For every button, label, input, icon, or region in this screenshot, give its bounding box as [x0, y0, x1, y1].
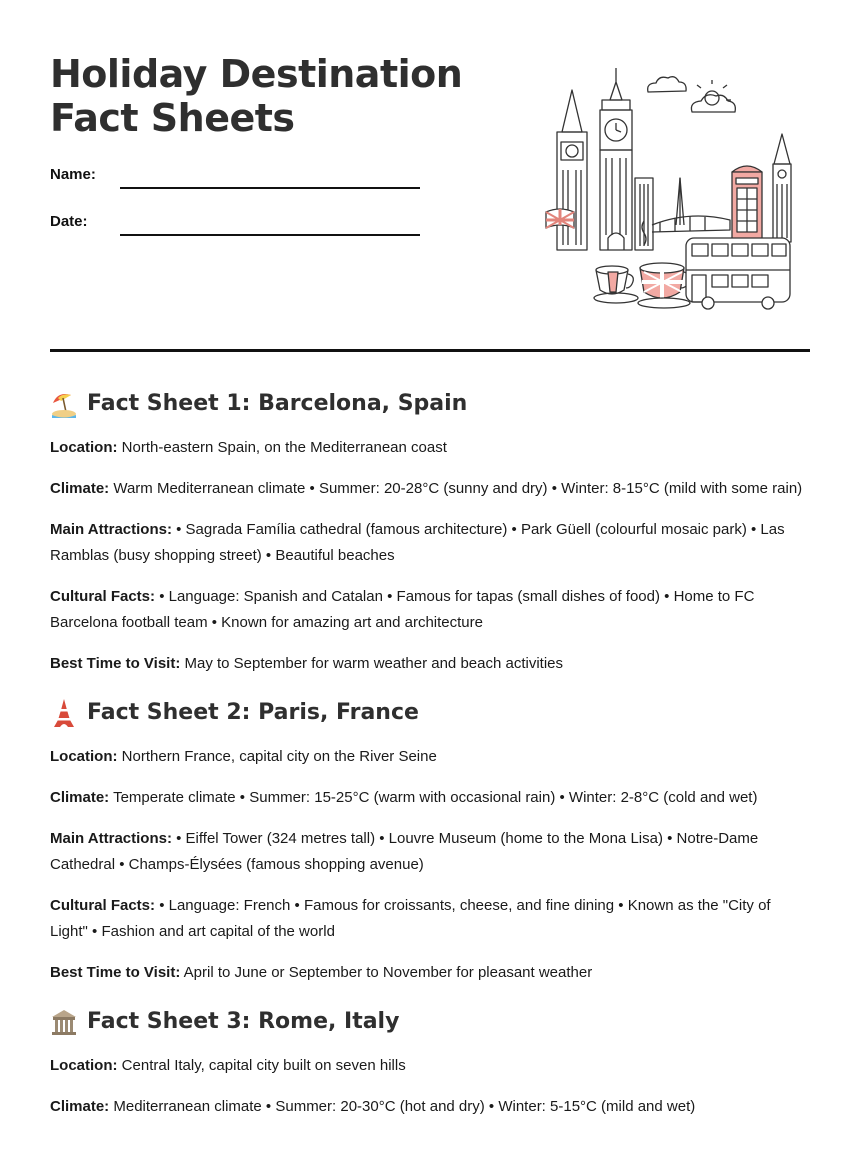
- fact-climate: Climate: Warm Mediterranean climate • Summer: 20-28°C (sunny and dry) • Winter: 8-15°C (mild with some rain): [50, 480, 803, 497]
- name-field[interactable]: [120, 187, 420, 189]
- fact-sheet-rome: [50, 1005, 812, 1120]
- sheet-heading: [50, 387, 812, 421]
- fact-sheet-barcelona: [50, 387, 812, 677]
- fact-sheet-paris: [50, 696, 812, 986]
- fact-main-attractions: Main Attractions: • Eiffel Tower (324 metres tall) • Louvre Museum (home to the Mona Lisa) • Notre-Dame Cathedral • Champs-Élysées (famous shopping avenue): [50, 830, 759, 873]
- sheet-heading: [50, 1005, 812, 1039]
- fact-cultural-facts: Cultural Facts: • Language: French • Famous for croissants, cheese, and fine dining • Known as the "City of Light" • Fashion and art capital of the world: [50, 897, 771, 940]
- fact-best-time: Best Time to Visit: April to June or September to November for pleasant weather: [50, 964, 593, 981]
- fact-climate: Climate: Temperate climate • Summer: 15-25°C (warm with occasional rain) • Winter: 2-8°C (cold and wet): [50, 789, 758, 806]
- fact-cultural-facts: Cultural Facts: • Language: Spanish and Catalan • Famous for tapas (small dishes of food) • Home to FC Barcelona football team • Known for amazing art and architecture: [50, 588, 755, 631]
- london-landmarks-illustration: [540, 60, 800, 315]
- classical-building-icon: [50, 1007, 78, 1037]
- fact-location: Location: Northern France, capital city on the River Seine: [50, 748, 437, 765]
- page-title: [50, 52, 462, 140]
- tower-icon: [50, 698, 78, 728]
- fact-sheets: [50, 387, 812, 1135]
- fact-location: Location: North-eastern Spain, on the Mediterranean coast: [50, 439, 447, 456]
- fact-main-attractions: Main Attractions: • Sagrada Família cathedral (famous architecture) • Park Güell (colourful mosaic park) • Las Ramblas (busy shopping street) • Beautiful beaches: [50, 521, 785, 564]
- header-divider: [50, 349, 810, 352]
- fact-climate: Climate: Mediterranean climate • Summer: 20-30°C (hot and dry) • Winter: 5-15°C (mild and wet): [50, 1098, 696, 1115]
- date-label: Date:: [50, 213, 88, 230]
- sheet-title: Fact Sheet 2: Paris, France: [87, 700, 419, 725]
- sheet-title: Fact Sheet 1: Barcelona, Spain: [87, 391, 468, 416]
- date-field[interactable]: [120, 234, 420, 236]
- beach-umbrella-icon: [50, 389, 78, 419]
- sheet-heading: [50, 696, 812, 730]
- fact-best-time: Best Time to Visit: May to September for warm weather and beach activities: [50, 655, 563, 672]
- fact-location: Location: Central Italy, capital city built on seven hills: [50, 1057, 406, 1074]
- name-label: Name:: [50, 166, 96, 183]
- title-line-1: Holiday Destination: [50, 52, 463, 96]
- sheet-title: Fact Sheet 3: Rome, Italy: [87, 1009, 400, 1034]
- title-line-2: Fact Sheets: [50, 96, 295, 140]
